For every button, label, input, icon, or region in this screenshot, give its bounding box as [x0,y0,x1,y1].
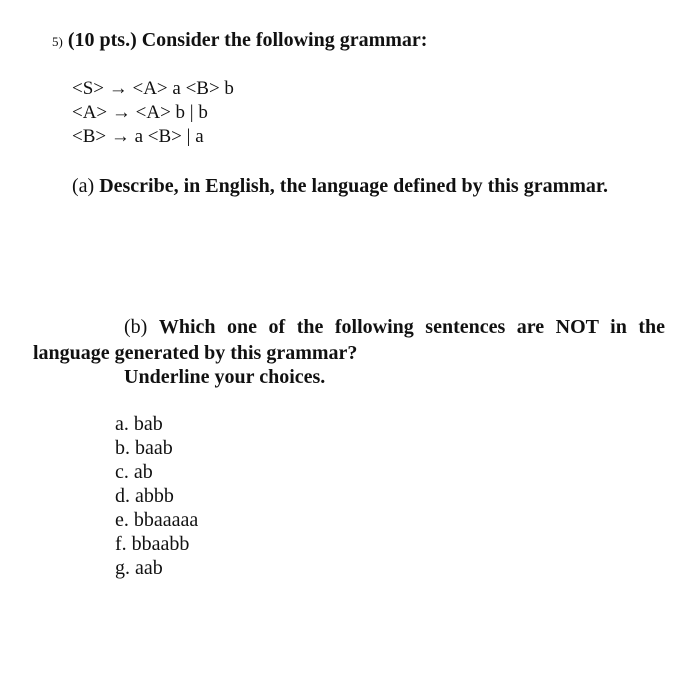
part-b-instruction: Underline your choices. [124,366,326,388]
part-b-text-line1: Which one of the following sentences are NOT in the [158,316,666,338]
question-points: (10 pts.) [67,29,137,51]
part-b-label: (b) [124,316,148,338]
choice-item-g: g. aab [115,557,163,579]
choice-item-b: b. baab [115,437,173,459]
choice-item-d: d. abbb [115,485,174,507]
question-intro: Consider the following grammar: [141,29,428,51]
choice-item-c: c. ab [115,461,153,483]
grammar-rule-s: <S> → <A> a <B> b [72,78,234,99]
part-b-prompt-line2: language generated by this grammar? [33,342,358,364]
grammar-rule-a: <A> → <A> b | b [72,102,208,123]
question-header [52,28,427,54]
part-a-label: (a) [72,175,95,197]
part-a-text: Describe, in English, the language defined by this grammar. [99,175,608,197]
choice-item-e: e. bbaaaaa [115,509,199,531]
question-number: 5) [52,34,63,49]
part-a-prompt [72,173,608,199]
grammar-rule-b: <B> → a <B> | a [72,126,204,147]
choice-item-f: f. bbaabb [115,533,190,555]
part-b-prompt-line1 [124,314,665,340]
choice-list [115,412,198,580]
choice-item-a: a. bab [115,413,163,435]
